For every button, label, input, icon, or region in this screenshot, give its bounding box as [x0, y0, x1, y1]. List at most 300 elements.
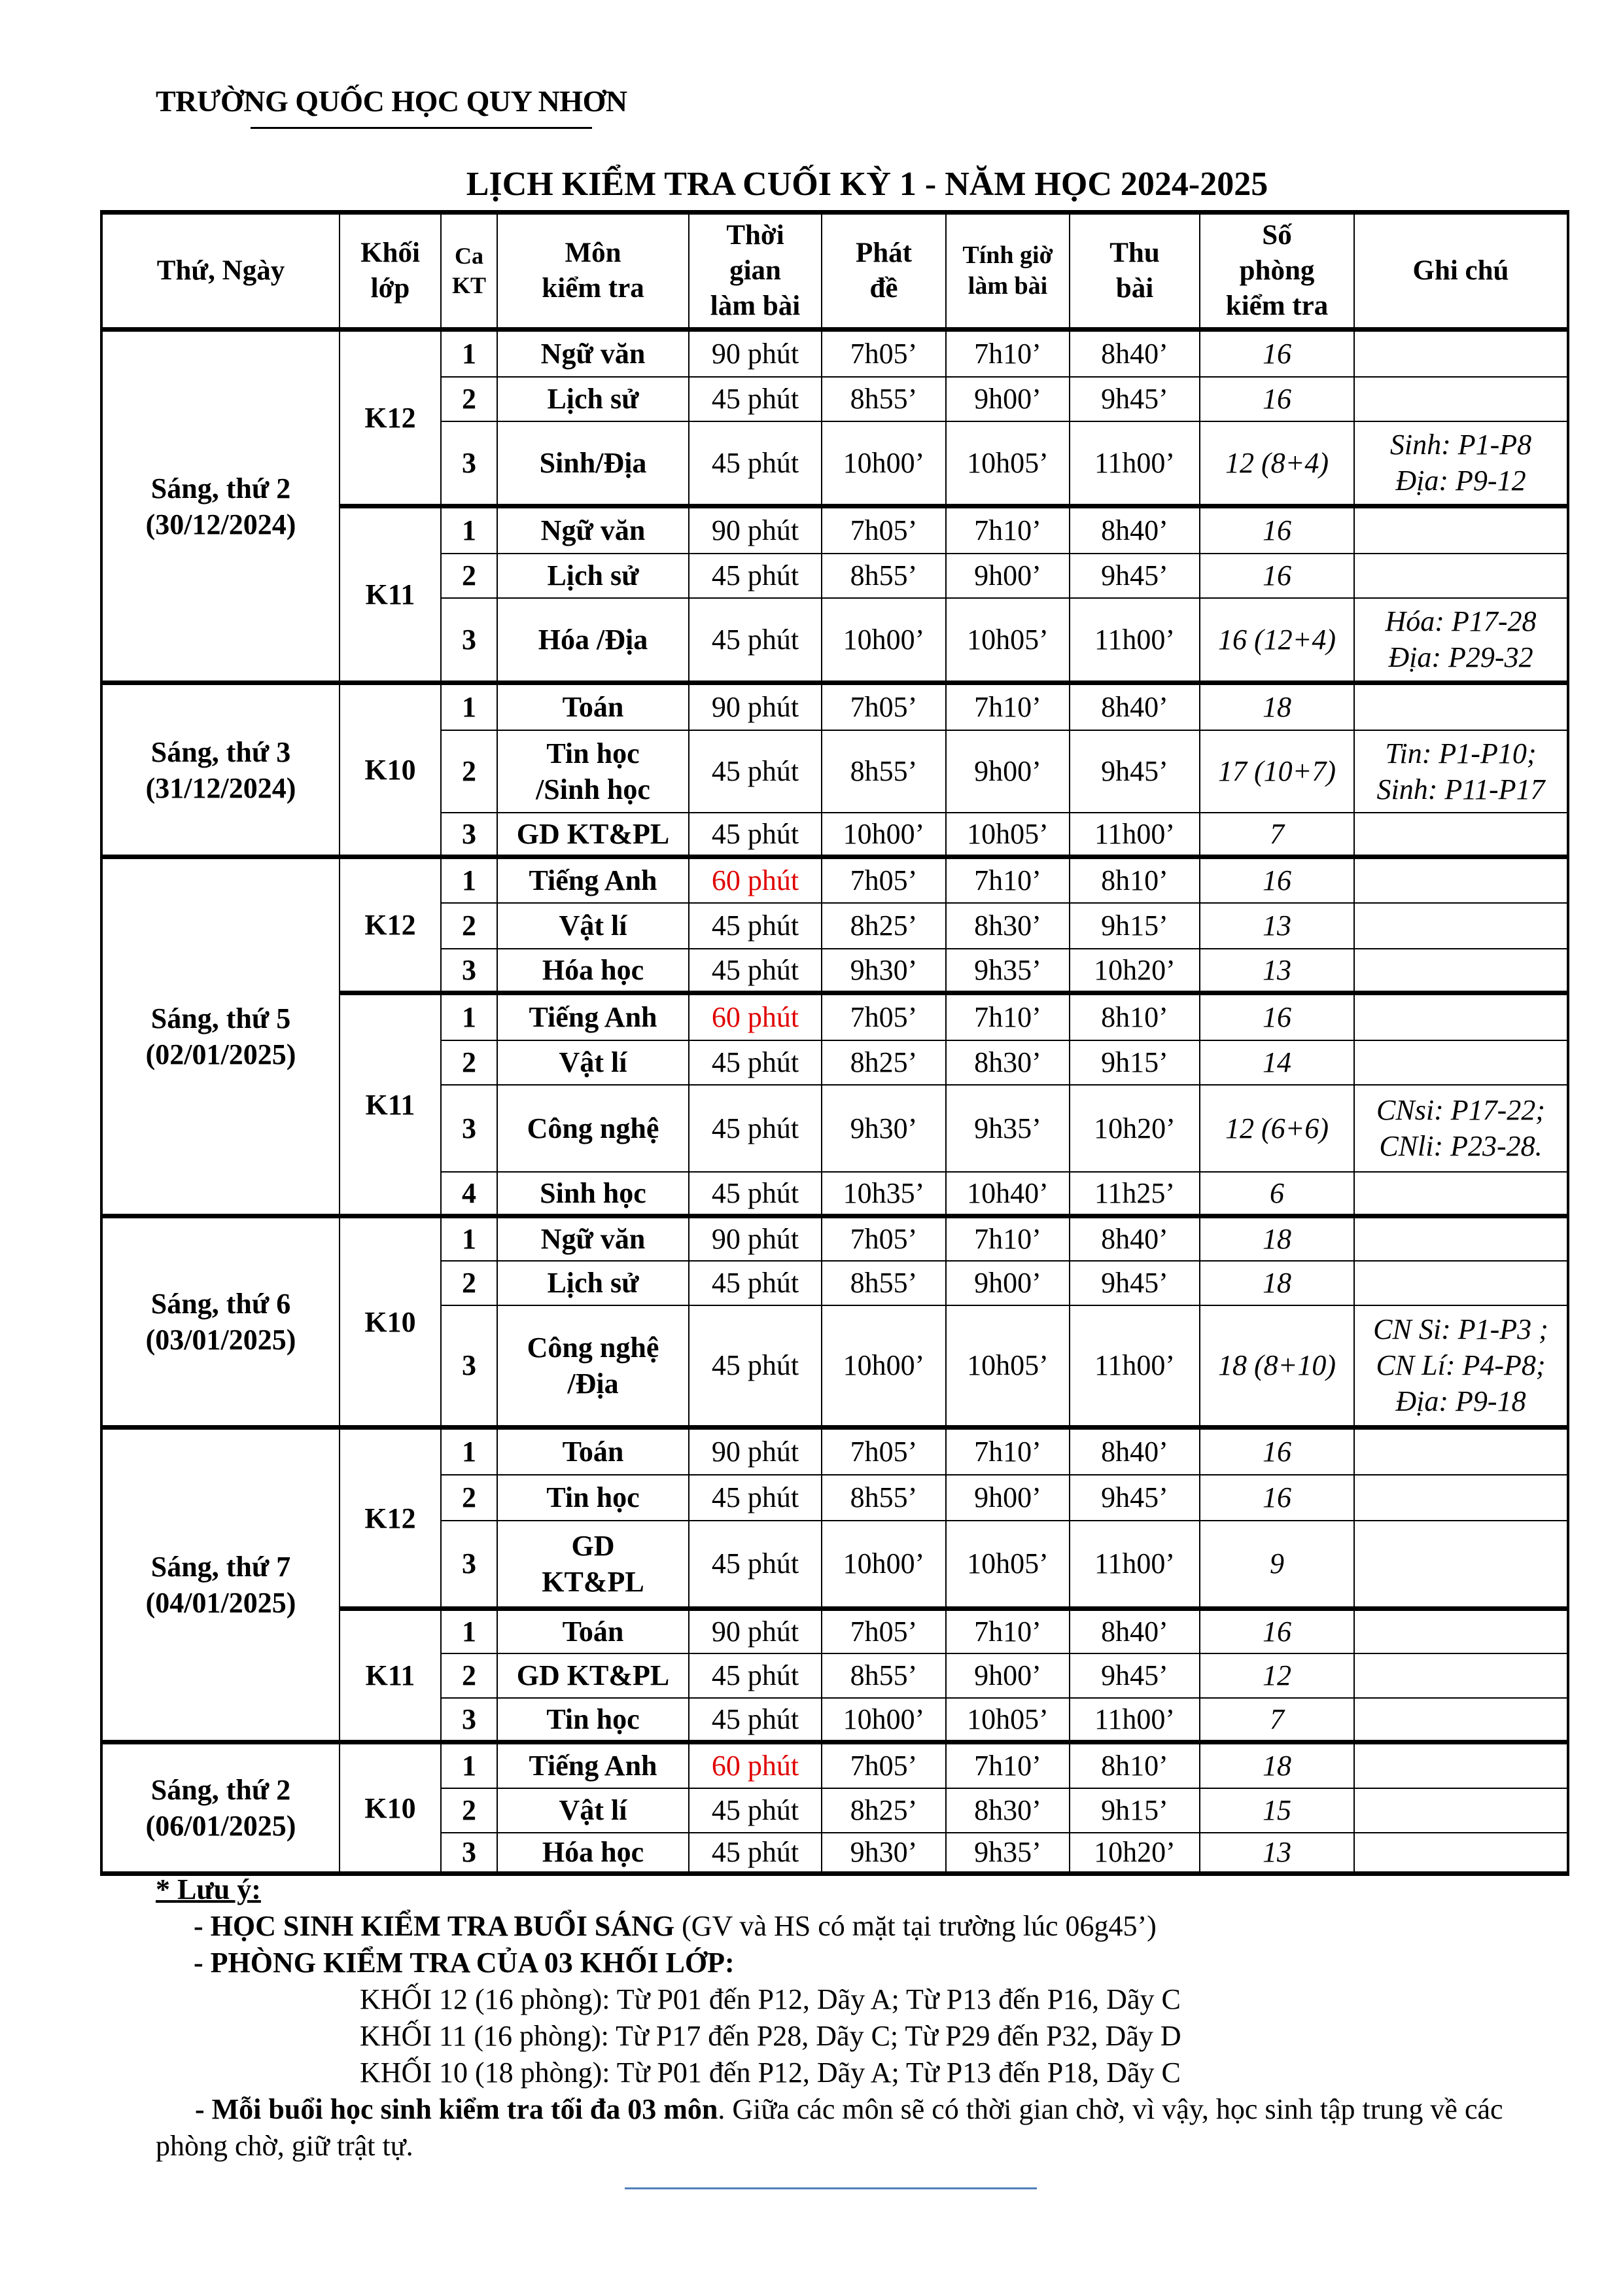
start-time-cell	[946, 1521, 1070, 1609]
hand-out-time-cell	[822, 813, 946, 857]
collect-time-cell-text: 8h10’	[1101, 864, 1168, 897]
duration-cell-text: 90 phút	[711, 1223, 799, 1256]
session-cell	[441, 377, 497, 421]
session-cell	[441, 1698, 497, 1742]
date-label: (06/01/2025)	[145, 1810, 296, 1842]
hand-out-time-cell-text: 8h55’	[850, 1481, 918, 1513]
hand-out-time-cell	[822, 1653, 946, 1698]
session-cell	[441, 1609, 497, 1653]
day-label: Sáng, thứ 2	[150, 1774, 291, 1806]
note-cell-text: Sinh: P11-P17	[1376, 773, 1545, 805]
duration-cell	[689, 1833, 822, 1874]
table-body	[101, 330, 1568, 1874]
hand-out-time-cell-text: 8h55’	[850, 755, 918, 787]
note-cell	[1354, 421, 1568, 506]
note-cell	[1354, 506, 1568, 554]
collect-time-cell-text: 9h15’	[1101, 1794, 1168, 1826]
note-cell-text: CNsi: P17-22;	[1376, 1094, 1545, 1126]
session-cell	[441, 813, 497, 857]
session-cell	[441, 1742, 497, 1788]
rooms-count-cell	[1200, 1742, 1354, 1788]
header-line: bài	[1115, 273, 1154, 304]
hand-out-time-cell	[822, 1475, 946, 1521]
subject-cell-text: Toán	[562, 1436, 624, 1468]
note-morning: - HỌC SINH KIỂM TRA BUỔI SÁNG (GV và HS có mặt tại trường lúc 06g45’)	[194, 1910, 1157, 1942]
exam-schedule-table	[100, 210, 1569, 1876]
subject-cell-text: GD KT&PL	[516, 1659, 670, 1691]
collect-time-cell	[1070, 949, 1200, 993]
hand-out-time-cell	[822, 598, 946, 683]
start-time-cell	[946, 330, 1070, 377]
duration-cell-text: 45 phút	[711, 1176, 799, 1209]
duration-cell-text: 45 phút	[711, 817, 799, 850]
note-cell	[1354, 1521, 1568, 1609]
duration-cell	[689, 1521, 822, 1609]
day-cell	[101, 683, 340, 857]
duration-cell-text: 60 phút	[711, 1001, 799, 1034]
note-cell	[1354, 1216, 1568, 1261]
start-time-cell	[946, 857, 1070, 903]
duration-cell	[689, 377, 822, 421]
hand-out-time-cell-text: 7h05’	[850, 1223, 918, 1256]
start-time-cell-text: 9h00’	[974, 559, 1041, 592]
collect-time-cell	[1070, 903, 1200, 949]
collect-time-cell	[1070, 1742, 1200, 1788]
subject-cell	[497, 813, 689, 857]
start-time-cell-text: 7h10’	[974, 514, 1041, 547]
collect-time-cell	[1070, 377, 1200, 421]
session-cell	[441, 1833, 497, 1874]
hand-out-time-cell	[822, 1216, 946, 1261]
collect-time-cell-text: 9h15’	[1101, 1046, 1168, 1078]
rooms-count-cell	[1200, 377, 1354, 421]
rooms-count-cell-text: 16	[1263, 1436, 1291, 1468]
note-cell	[1354, 1085, 1568, 1172]
session-cell-text: 3	[462, 446, 476, 479]
hand-out-time-cell-text: 7h05’	[850, 1616, 918, 1648]
rooms-count-cell	[1200, 993, 1354, 1040]
start-time-cell	[946, 377, 1070, 421]
start-time-cell-text: 9h35’	[974, 1112, 1041, 1144]
note-cell-text: Tin: P1-P10;	[1385, 737, 1537, 769]
subject-cell	[497, 1475, 689, 1521]
rooms-count-cell-text: 16	[1263, 864, 1291, 897]
collect-time-cell-text: 8h40’	[1101, 691, 1168, 724]
day-cell	[101, 1742, 340, 1874]
duration-cell	[689, 598, 822, 683]
header-hand-out	[822, 213, 946, 330]
hand-out-time-cell	[822, 949, 946, 993]
rooms-count-cell	[1200, 683, 1354, 730]
duration-cell	[689, 857, 822, 903]
day-label: Sáng, thứ 6	[150, 1288, 291, 1320]
header-collect	[1070, 213, 1200, 330]
subject-cell	[497, 949, 689, 993]
note-cell	[1354, 813, 1568, 857]
hand-out-time-cell	[822, 683, 946, 730]
session-cell	[441, 1428, 497, 1475]
duration-cell	[689, 506, 822, 554]
hand-out-time-cell	[822, 903, 946, 949]
duration-cell-text: 45 phút	[711, 383, 799, 415]
duration-cell-text: 45 phút	[711, 1267, 799, 1299]
subject-cell-text: Hóa /Địa	[538, 623, 648, 656]
duration-cell	[689, 1040, 822, 1085]
subject-cell-text: Lịch sử	[547, 1267, 639, 1299]
collect-time-cell	[1070, 1653, 1200, 1698]
duration-cell	[689, 1261, 822, 1305]
collect-time-cell-text: 9h45’	[1101, 1267, 1168, 1299]
day-cell	[101, 1428, 340, 1742]
hand-out-time-cell-text: 7h05’	[850, 864, 918, 897]
rooms-count-cell-text: 18 (8+10)	[1218, 1349, 1336, 1382]
duration-cell	[689, 683, 822, 730]
collect-time-cell-text: 9h15’	[1101, 910, 1168, 942]
header-note: Ghi chú	[1354, 213, 1568, 330]
subject-cell	[497, 1085, 689, 1172]
subject-cell-text: Tiếng Anh	[529, 1001, 657, 1034]
rooms-count-cell	[1200, 506, 1354, 554]
duration-cell	[689, 1216, 822, 1261]
duration-cell-text: 45 phút	[711, 1836, 799, 1869]
duration-cell-text: 90 phút	[711, 691, 799, 724]
session-cell	[441, 1216, 497, 1261]
collect-time-cell-text: 8h10’	[1101, 1001, 1168, 1034]
rooms-count-cell-text: 18	[1263, 1223, 1291, 1256]
subject-cell-text: Sinh học	[540, 1176, 646, 1209]
session-cell-text: 3	[462, 1836, 476, 1869]
start-time-cell-text: 10h05’	[967, 1349, 1049, 1382]
hand-out-time-cell-text: 8h55’	[850, 383, 918, 415]
session-cell	[441, 949, 497, 993]
rooms-count-cell-text: 6	[1270, 1176, 1284, 1209]
session-cell-text: 1	[462, 1616, 476, 1648]
duration-cell-text: 45 phút	[711, 623, 799, 656]
start-time-cell	[946, 1040, 1070, 1085]
start-time-cell-text: 9h00’	[974, 1267, 1041, 1299]
session-cell	[441, 857, 497, 903]
hand-out-time-cell-text: 9h30’	[850, 1836, 918, 1869]
hand-out-time-cell	[822, 1742, 946, 1788]
rooms-count-cell-text: 16	[1263, 338, 1291, 370]
start-time-cell-text: 10h40’	[967, 1176, 1049, 1209]
duration-cell	[689, 1475, 822, 1521]
collect-time-cell	[1070, 683, 1200, 730]
rooms-count-cell-text: 12 (6+6)	[1225, 1112, 1329, 1144]
duration-cell-text: 45 phút	[711, 1703, 799, 1735]
duration-cell-text: 45 phút	[711, 953, 799, 986]
school-name: TRƯỜNG QUỐC HỌC QUY NHƠN	[156, 84, 627, 118]
note-cell	[1354, 683, 1568, 730]
subject-cell	[497, 857, 689, 903]
header-line: Khối	[360, 238, 420, 269]
session-cell	[441, 1040, 497, 1085]
hand-out-time-cell	[822, 506, 946, 554]
start-time-cell	[946, 730, 1070, 813]
rooms-count-cell	[1200, 598, 1354, 683]
footer-divider	[625, 2187, 1037, 2189]
collect-time-cell	[1070, 330, 1200, 377]
hand-out-time-cell-text: 10h00’	[843, 623, 925, 656]
session-cell-text: 2	[462, 1481, 476, 1513]
rooms-count-cell	[1200, 1040, 1354, 1085]
session-cell	[441, 421, 497, 506]
collect-time-cell	[1070, 1216, 1200, 1261]
hand-out-time-cell	[822, 1698, 946, 1742]
note-cell-text: Địa: P9-12	[1395, 465, 1526, 497]
session-cell-text: 2	[462, 383, 476, 415]
session-cell-text: 3	[462, 623, 476, 656]
subject-cell-text: Toán	[562, 1616, 624, 1648]
rooms-count-cell	[1200, 1788, 1354, 1833]
day-cell	[101, 1216, 340, 1428]
duration-cell	[689, 421, 822, 506]
collect-time-cell-text: 9h45’	[1101, 755, 1168, 787]
rooms-count-cell-text: 9	[1270, 1547, 1284, 1580]
hand-out-time-cell	[822, 1305, 946, 1428]
collect-time-cell	[1070, 421, 1200, 506]
hand-out-time-cell	[822, 377, 946, 421]
duration-cell-text: 45 phút	[711, 1112, 799, 1144]
collect-time-cell	[1070, 993, 1200, 1040]
note-cell-text: Hóa: P17-28	[1385, 605, 1537, 638]
session-cell-text: 3	[462, 953, 476, 986]
start-time-cell-text: 7h10’	[974, 1001, 1041, 1034]
duration-cell	[689, 903, 822, 949]
note-cell	[1354, 1305, 1568, 1428]
duration-cell	[689, 1742, 822, 1788]
start-time-cell-text: 9h35’	[974, 1836, 1041, 1869]
duration-cell	[689, 1609, 822, 1653]
hand-out-time-cell	[822, 554, 946, 598]
session-cell-text: 1	[462, 514, 476, 547]
hand-out-time-cell	[822, 330, 946, 377]
document-title: LỊCH KIỂM TRA CUỐI KỲ 1 - NĂM HỌC 2024-2025	[466, 166, 1268, 203]
start-time-cell-text: 10h05’	[967, 817, 1049, 850]
header-line: kiểm tra	[542, 273, 644, 304]
hand-out-time-cell-text: 8h25’	[850, 910, 918, 942]
header-subject	[497, 213, 689, 330]
duration-cell	[689, 1305, 822, 1428]
subject-cell-text: Lịch sử	[547, 383, 639, 415]
note-cell	[1354, 1653, 1568, 1698]
subject-cell-text: Sinh/Địa	[539, 446, 647, 479]
grade-cell: K12	[340, 857, 441, 993]
collect-time-cell	[1070, 1521, 1200, 1609]
subject-cell-text: Lịch sử	[547, 559, 639, 592]
hand-out-time-cell-text: 8h25’	[850, 1794, 918, 1826]
header-session	[441, 213, 497, 330]
rooms-count-cell-text: 12 (8+4)	[1225, 446, 1329, 479]
start-time-cell	[946, 506, 1070, 554]
collect-time-cell	[1070, 506, 1200, 554]
collect-time-cell	[1070, 813, 1200, 857]
session-cell-text: 2	[462, 910, 476, 942]
subject-cell-text: Hóa học	[542, 953, 644, 986]
start-time-cell	[946, 598, 1070, 683]
subject-cell	[497, 1261, 689, 1305]
hand-out-time-cell-text: 8h55’	[850, 1267, 918, 1299]
day-label: Sáng, thứ 5	[150, 1002, 291, 1034]
subject-cell-text: /Sinh học	[536, 773, 650, 805]
rooms-count-cell-text: 16	[1263, 383, 1291, 415]
collect-time-cell	[1070, 1609, 1200, 1653]
note-cell	[1354, 1698, 1568, 1742]
duration-cell-text: 90 phút	[711, 1436, 799, 1468]
start-time-cell	[946, 421, 1070, 506]
duration-cell-text: 45 phút	[711, 1547, 799, 1580]
note-cell	[1354, 993, 1568, 1040]
start-time-cell-text: 10h05’	[967, 1547, 1049, 1580]
grade-cell: K12	[340, 330, 441, 506]
note-cell	[1354, 1172, 1568, 1216]
note-cell	[1354, 1428, 1568, 1475]
header-line: phòng	[1239, 255, 1315, 287]
notes-label: * Lưu ý:	[156, 1873, 261, 1905]
rooms-count-cell	[1200, 1216, 1354, 1261]
start-time-cell	[946, 949, 1070, 993]
grade-cell: K10	[340, 683, 441, 857]
header-line: gian	[729, 255, 781, 287]
duration-cell	[689, 1428, 822, 1475]
rooms-count-cell-text: 18	[1263, 691, 1291, 724]
start-time-cell	[946, 554, 1070, 598]
subject-cell-text: /Địa	[567, 1367, 619, 1400]
hand-out-time-cell	[822, 1085, 946, 1172]
header-line: Phát	[856, 238, 912, 269]
collect-time-cell-text: 10h20’	[1094, 953, 1176, 986]
session-cell-text: 4	[462, 1176, 476, 1209]
table-row	[101, 1742, 1568, 1788]
day-cell	[101, 857, 340, 1216]
date-label: (04/01/2025)	[145, 1587, 296, 1619]
duration-cell	[689, 949, 822, 993]
hand-out-time-cell-text: 7h05’	[850, 1001, 918, 1034]
start-time-cell-text: 7h10’	[974, 1436, 1041, 1468]
subject-cell	[497, 377, 689, 421]
subject-cell	[497, 598, 689, 683]
collect-time-cell-text: 8h40’	[1101, 1616, 1168, 1648]
collect-time-cell	[1070, 554, 1200, 598]
subject-cell	[497, 1788, 689, 1833]
subject-cell	[497, 1609, 689, 1653]
rooms-count-cell	[1200, 1261, 1354, 1305]
duration-cell-text: 45 phút	[711, 1794, 799, 1826]
start-time-cell	[946, 1085, 1070, 1172]
subject-cell-text: Vật lí	[559, 910, 627, 942]
duration-cell-text: 90 phút	[711, 514, 799, 547]
session-cell-text: 2	[462, 559, 476, 592]
start-time-cell-text: 7h10’	[974, 1750, 1041, 1782]
collect-time-cell-text: 9h45’	[1101, 383, 1168, 415]
session-cell	[441, 993, 497, 1040]
header-start	[946, 213, 1070, 330]
rooms-count-cell-text: 13	[1263, 1836, 1291, 1869]
note-cell	[1354, 554, 1568, 598]
note-cell	[1354, 1833, 1568, 1874]
session-cell-text: 1	[462, 864, 476, 897]
header-duration	[689, 213, 822, 330]
session-cell-text: 1	[462, 1223, 476, 1256]
duration-cell	[689, 554, 822, 598]
collect-time-cell	[1070, 730, 1200, 813]
subject-cell	[497, 1172, 689, 1216]
start-time-cell	[946, 813, 1070, 857]
start-time-cell-text: 9h35’	[974, 953, 1041, 986]
session-cell-text: 2	[462, 755, 476, 787]
duration-cell	[689, 1788, 822, 1833]
duration-cell-text: 45 phút	[711, 1481, 799, 1513]
hand-out-time-cell-text: 8h55’	[850, 1659, 918, 1691]
rooms-count-cell-text: 15	[1263, 1794, 1291, 1826]
session-cell-text: 1	[462, 1750, 476, 1782]
collect-time-cell	[1070, 1085, 1200, 1172]
hand-out-time-cell-text: 8h55’	[850, 559, 918, 592]
hand-out-time-cell-text: 9h30’	[850, 1112, 918, 1144]
date-label: (02/01/2025)	[145, 1038, 296, 1070]
rooms-count-cell	[1200, 1172, 1354, 1216]
rooms-count-cell-text: 13	[1263, 910, 1291, 942]
duration-cell-text: 45 phút	[711, 755, 799, 787]
rooms-count-cell-text: 16	[1263, 514, 1291, 547]
grade-cell: K11	[340, 993, 441, 1216]
session-cell-text: 2	[462, 1794, 476, 1826]
collect-time-cell	[1070, 1172, 1200, 1216]
hand-out-time-cell-text: 7h05’	[850, 514, 918, 547]
rooms-count-cell	[1200, 730, 1354, 813]
session-cell-text: 3	[462, 817, 476, 850]
header-line: đề	[869, 273, 898, 304]
subject-cell	[497, 421, 689, 506]
subject-cell	[497, 903, 689, 949]
hand-out-time-cell-text: 8h25’	[850, 1046, 918, 1078]
note-cell	[1354, 730, 1568, 813]
duration-cell	[689, 813, 822, 857]
rooms-count-cell	[1200, 1833, 1354, 1874]
subject-cell	[497, 554, 689, 598]
collect-time-cell-text: 11h00’	[1094, 446, 1176, 479]
hand-out-time-cell-text: 10h00’	[843, 1703, 925, 1735]
note-cell	[1354, 1040, 1568, 1085]
hand-out-time-cell	[822, 421, 946, 506]
collect-time-cell-text: 8h10’	[1101, 1750, 1168, 1782]
note-cell	[1354, 377, 1568, 421]
hand-out-time-cell	[822, 1788, 946, 1833]
grade-cell: K12	[340, 1428, 441, 1609]
rooms-count-cell-text: 14	[1263, 1046, 1291, 1078]
session-cell	[441, 598, 497, 683]
session-cell	[441, 1172, 497, 1216]
hand-out-time-cell	[822, 1261, 946, 1305]
session-cell	[441, 1653, 497, 1698]
day-cell	[101, 330, 340, 683]
start-time-cell	[946, 993, 1070, 1040]
subject-cell-text: Tin học	[546, 1703, 640, 1735]
grade-cell: K10	[340, 1742, 441, 1874]
collect-time-cell-text: 11h00’	[1094, 1349, 1176, 1382]
start-time-cell	[946, 1833, 1070, 1874]
subject-cell	[497, 330, 689, 377]
header-line: Thu	[1109, 238, 1160, 269]
duration-cell	[689, 730, 822, 813]
collect-time-cell-text: 9h45’	[1101, 559, 1168, 592]
subject-cell-text: Ngữ văn	[540, 338, 646, 370]
duration-cell-text: 45 phút	[711, 446, 799, 479]
duration-cell	[689, 1698, 822, 1742]
collect-time-cell	[1070, 1040, 1200, 1085]
rooms-count-cell	[1200, 903, 1354, 949]
note-cell	[1354, 1742, 1568, 1788]
